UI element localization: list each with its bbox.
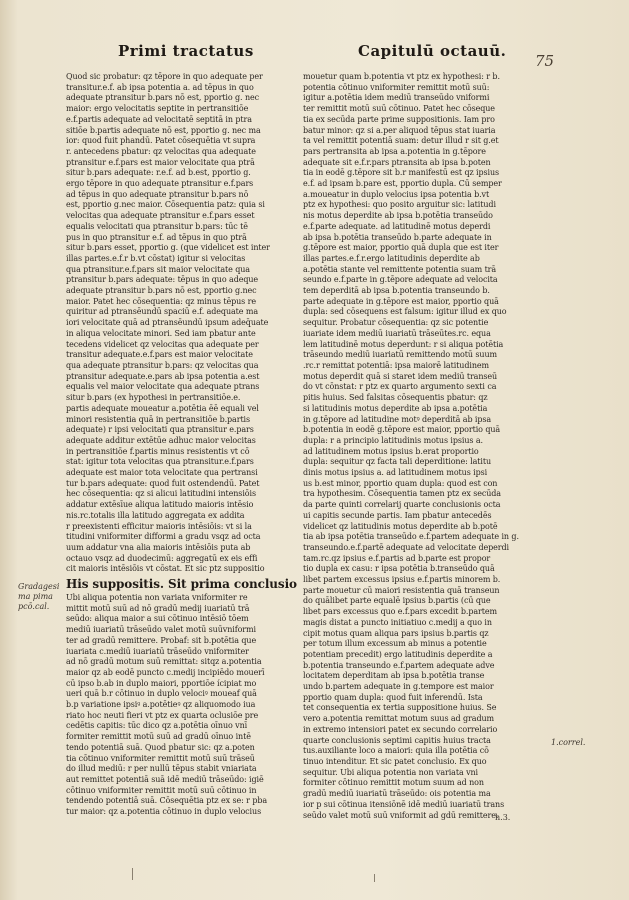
text-line: magis distat a puncto initiatiuo c.medij a quo in	[303, 617, 492, 627]
text-line: quiritur ad ptransēundū spaciū e.f. adequate ma	[66, 307, 259, 317]
text-line: adequate additur extētūe adhuc maior velocitas	[66, 435, 256, 445]
text-line: iuariata c.mediū iuariatū trāseūdo vniformiter	[66, 646, 249, 656]
text-line: motus deperdit quā si staret idem mediū transeū	[303, 371, 498, 381]
text-line: octauo vsqz ad duodecimū: aggregatū ex eis effi	[66, 553, 258, 563]
text-line: do quālibet parte equalē ipsius b.partis (cū que	[303, 596, 491, 606]
text-line: tra hypothesim. Cōsequentia tamen ptz ex secūda	[303, 489, 501, 499]
text-line: ad tēpus in quo adequate ptransitur b.pars nō	[66, 189, 249, 199]
text-line: riato hoc neuti fieri vt ptz ex quarta oclusiōe pre	[66, 710, 259, 720]
text-line: r. antecedens pbatur: qz velocitas qua adequate	[66, 146, 256, 156]
text-line: si latitudinis motus deperdite ab ipsa a.potētia	[303, 403, 488, 413]
text-line: gradū mediū iuariatū trāseūdo: ois potentia ma	[303, 789, 491, 799]
text-line: sequitur. Probatur cōsequentia: qz sic potentie	[303, 318, 489, 328]
text-line: ad nō gradū motum suū remittat: sitqz a.potentia	[66, 657, 262, 667]
catchword: h.3.	[495, 813, 511, 822]
text-line: equalis velocitati qua ptransitur b.pars: tūc tē	[66, 221, 248, 231]
text-line: b.p variatione ipsiꝰ a.potētieꝰ qz aliquomodo iua	[66, 700, 256, 710]
text-line: mouetur quam b.potentia vt ptz ex hypothesi: r b.	[303, 72, 500, 81]
text-line: minori resistentia quā in pertransitiōe b.partis	[66, 414, 251, 424]
text-line: dinis motus ipsius a. ad latitudinem motus ipsi	[303, 468, 488, 478]
text-line: tam.rc.qz ipsius e.f.partis ad b.parte est propor	[303, 553, 491, 563]
section-heading: His suppositis. Sit prima conclusio	[66, 577, 297, 592]
text-line: tinuo intenditur. Et sic patet conclusio. Ex quo	[303, 757, 487, 766]
text-line: vero a.potentia remittat motum suus ad gradum	[303, 714, 495, 724]
left-margin-note: Gradagesi ma pima pcō.cal.	[18, 582, 60, 611]
text-line: tem deperditā ab ipsa b.potentia transeundo b.	[303, 286, 490, 296]
text-line: potentiam precedit) ergo latitudinis deperdite a	[303, 649, 493, 659]
text-line: in pertransitiōe f.partis minus resistentis vt cō	[66, 446, 250, 456]
text-line: da parte quinti correlarij quarte conclusionis octa	[303, 500, 501, 510]
text-line: lem latitudinē motus deperdunt: r si aliqua potētia	[303, 339, 504, 349]
text-line: nis.rc.totalis illa latitudo aggregata ex addita	[66, 510, 245, 520]
text-line: stat: igitur tota velocitas qua ptransitur.e.f.pars	[66, 457, 254, 467]
text-line: aut remittet potentiā suā idē mediū trāseūdo: igiē	[66, 775, 264, 784]
text-line: mediū iuariatū trāseūdo valet motū suūvniformi	[66, 625, 256, 635]
text-line: igitur a.potētia idem mediū transeūdo vniformi	[303, 93, 490, 103]
text-line: equalis vel maior velocitate qua adequate ptrans	[66, 382, 260, 392]
text-line: tendo potentiā suā. Quod pbatur sic: qz a.poten	[66, 742, 255, 752]
pencil-mark	[132, 868, 133, 880]
text-line: tendendo potentiā suā. Cōsequētia ptz ex se: r pba	[66, 796, 268, 806]
text-line: pitis huius. Sed falsitas cōsequentis pbatur: qz	[303, 393, 488, 403]
right-text-column	[303, 72, 543, 821]
text-line: mittit motū suū ad nō gradū medij iuariatū trā	[66, 603, 250, 613]
text-line: situr b.pars adequate: r.e.f. ad b.est, pportio g.	[66, 168, 251, 178]
text-line: tecedens videlicet qz velocitas qua adequate per	[66, 339, 259, 349]
text-line: situr b.pars (ex hypothesi in pertransitiōe.e.	[66, 393, 241, 403]
text-line: qua ptransitur.e.f.pars sit maior velocitate qua	[66, 264, 250, 274]
text-line: a.potētia stante vel remittente potentia suam trā	[303, 264, 497, 274]
text-line: tia in eodē g.tēpore sit b.r manifestū est qz ipsius	[303, 168, 500, 178]
text-line: qua adequate ptransitur b.pars: qz velocitas qua	[66, 360, 259, 370]
text-line: us b.est minor, pportio quam dupla: quod est con	[303, 478, 498, 488]
text-line: in aliqua velocitate minori. Sed iam pbatur ante	[66, 328, 256, 338]
text-line: pportio quam dupla: quod fuit inferendū. Ista	[303, 692, 483, 702]
text-line: r preexistenti efficitur maioris intēsiōis: vt si la	[66, 521, 252, 531]
text-line: tur maior: qz a.potentia cōtinuo in duplo velocius	[66, 807, 262, 817]
text-line: batur minor: qz si a.per aliquod tēpus stat iuaria	[303, 125, 496, 135]
left-text-column	[66, 72, 306, 818]
text-line: ter remittit motū suū cōtinuo. Patet hec cōseque	[303, 104, 495, 114]
text-line: tia cōtinuo vniformiter remittit motū suū trāseū	[66, 753, 255, 763]
text-line: tur b.pars adequate: quod fuit ostendendū. Patet	[66, 478, 260, 488]
text-line: adequate est maior tota velocitate qua pertransi	[66, 468, 258, 478]
text-line: a.moueatur in duplo velocius ipsa potentia b.vt	[303, 189, 490, 199]
text-line: transitur adequate.e.f.pars est maior velocitate	[66, 350, 253, 360]
text-line: tia ex secūda parte prime suppositionis. Iam pro	[303, 114, 495, 124]
text-line: cedētis capitis: tūc dico qz a.potētia oīnuo vnī	[66, 721, 248, 731]
text-line: addatur extēsīue aliqua latitudo maioris intēsio	[66, 500, 254, 510]
text-line: e.f.parte adequate. ad latitudinē motus deperdi	[303, 221, 491, 231]
text-line: seūdo valet motū suū vniformit ad gdū remittere.	[303, 810, 499, 820]
text-line: dupla: sequitur qz facta tali deperditione: latitu	[303, 457, 492, 467]
text-line: Ubi aliqua potentia non variata vniformiter re	[66, 593, 248, 603]
running-head-right: Capitulū octauū.	[358, 42, 507, 60]
folio-number: 75	[535, 52, 555, 70]
text-line: in extremo intensiori patet ex secundo correlario	[303, 724, 498, 734]
text-line: potentia cōtinuo vniformiter remittit motū suū:	[303, 82, 490, 92]
right-margin-note: 1.correl.	[551, 738, 586, 747]
text-line: illas partes.e.f.r b.vt cōstat) igitur si velocitas	[66, 253, 246, 263]
text-line: adequate ptransitur b.pars nō est, pportio g.nec	[66, 286, 257, 296]
text-line: quarte conclusionis septimi capitis huius tracta	[303, 735, 491, 745]
text-line: dupla: sed cōsequens est falsum: igitur illud ex quo	[303, 307, 507, 317]
text-line: titudini vniformiter difformi a gradu vsqz ad octa	[66, 532, 261, 542]
text-line: ior p sui cōtinua itensiōnē idē mediū iuariatū trans	[303, 799, 505, 809]
text-line: undo b.partem adequate in g.tempore est maior	[303, 682, 494, 692]
text-line: ui capitis secunde partis. Iam pbatur antecedēs	[303, 510, 492, 520]
text-line: in g.tēpore ad latitudine motꝰ deperditā ab ipsa	[303, 414, 492, 424]
text-line: maior. Patet hec cōsequentia: qz minus tēpus re	[66, 296, 256, 306]
text-line: .rc.r remittat potentiā: ipsa maiorē latitudinem	[303, 360, 489, 370]
text-line: ior: quod fuit phandū. Patet cōsequētia vt supra	[66, 136, 256, 146]
text-line: tio dupla ex casu: r ipsa potētia b.transeūdo quā	[303, 564, 495, 574]
text-line: cōtinuo vniformiter remittit motū suū cōtinuo in	[66, 785, 257, 795]
text-line: formiter remittit motū suū ad gradū oīnuo intē	[66, 732, 251, 742]
text-line: pars pertransita ab ipsa a.potentia in g.tēpore	[303, 146, 486, 156]
text-line: formiter cōtinuo remittit motum suum ad non	[303, 778, 484, 788]
text-line: iuariate idem mediū iuariatū trāseūtes.rc. equa	[303, 328, 491, 338]
text-line: ad latitudinem motus ipsius b.erat proportio	[303, 446, 479, 456]
text-line: locitatem deperditam ab ipsa b.potētia transe	[303, 671, 485, 681]
text-line: libet pars excessus quo e.f.pars excedit b.partem	[303, 607, 497, 617]
text-line: e.f. ad ipsam b.pare est, pportio dupla. Cū semper	[303, 179, 502, 189]
text-line: e.f.partis adequate ad velocitatē septitā in ptra	[66, 114, 252, 124]
text-line: trāseundo mediū iuariatū remittendo motū suum	[303, 350, 497, 360]
text-line: tus.auxiliante loco a maiori: quia illa potētia cō	[303, 746, 489, 756]
text-line: ergo tēpore in quo adequate ptransitur e.f.pars	[66, 179, 254, 189]
text-line: ta vel remittit potentiā suam: detur illud r sit g.et	[303, 136, 499, 146]
text-line: parte adequate in g.tēpore est maior, pportio quā	[303, 296, 499, 306]
text-line: do vt cōnstat: r ptz ex quarto argumento sexti ca	[303, 382, 497, 392]
text-line: Quod sic probatur: qz tēpore in quo adequate per	[66, 72, 263, 81]
text-line: ptransitur adequate.e.pars ab ipsa potentia a.est	[66, 371, 260, 381]
text-line: partis adequate moueatur a.potētia ēē equali vel	[66, 403, 259, 413]
text-line: ab ipsa b.potētia transeūdo b.parte adequate in	[303, 232, 492, 242]
text-line: dupla: r a principio latitudinis motus ipsius a.	[303, 435, 483, 445]
text-line: ptz ex hypothesi: quo posito arguitur sic: latitudi	[303, 200, 496, 210]
text-line: cipit motus quam aliqua pars ipsius b.partis qz	[303, 628, 489, 638]
text-line: ter ad gradū remittere. Probaf: sit b.potētia que	[66, 635, 257, 645]
text-line: velocitas qua adequate ptransitur e.f.pars esset	[66, 211, 255, 221]
text-line: b.potentia in eodē g.tēpore est maior, pportio quā	[303, 425, 501, 435]
text-line: ueri quā b.r cōtinuo in duplo velociꝰ moueaf quā	[66, 689, 257, 699]
text-line: adequate sit e.f.r.pars ptransita ab ipsa b.poten	[303, 157, 491, 167]
text-line: parte mouetur cū maiori resistentia quā transeun	[303, 585, 500, 595]
text-line: videlicet qz latitudinis motus deperdite ab b.potē	[303, 521, 498, 531]
text-line: adequate ptransitur b.pars nō est, pportio g. nec	[66, 93, 260, 103]
text-line: do illud mediū: r per nullū tēpus stabit vniariata	[66, 764, 257, 774]
text-line: seūdo: aliqua maior a sui cōtinuo intēsiō tōem	[66, 614, 249, 624]
text-line: libet partem excessus ipsius e.f.partis minorem b.	[303, 575, 501, 585]
text-line: sequitur. Ubi aliqua potentia non variata vni	[303, 767, 478, 777]
text-line: nis motus deperdite ab ipsa b.potētia transeūdo	[303, 211, 493, 221]
text-line: per totum illum excessum ab minus a potentie	[303, 639, 487, 649]
text-line: cū ipso b.ab in duplo maiori, pportiōe ícipiat mo	[66, 678, 257, 688]
text-line: transitur.e.f. ab ipsa potentia a. ad tēpus in quo	[66, 82, 254, 92]
text-line: illas partes.e.f.r.ergo latitudinis deperdite ab	[303, 253, 480, 263]
text-line: transeundo.e.f.partē adequate ad velocitate deperdi	[303, 542, 510, 552]
text-line: seundo e.f.parte in g.tēpore adequate ad velocita	[303, 275, 498, 285]
text-line: ptransitur e.f.pars est maior velocitate qua ptrā	[66, 157, 255, 167]
text-line: hec cōsequentia: qz si alicui latitudini intensiōis	[66, 489, 256, 499]
text-line: tia ab ipsa potētia transeūdo e.f.partem adequate in g.	[303, 532, 519, 542]
text-line: uum addatur vna alia maioris intēsiōis puta ab	[66, 542, 251, 552]
text-line: cit maioris intēsiōis vt cōstat. Et sic ptz suppositio	[66, 564, 265, 574]
text-line: est, pportio g.nec maior. Cōsequentia patz: quia si	[66, 200, 265, 210]
text-line: adequate) r ipsi velocitati qua ptransitur e.pars	[66, 425, 254, 435]
text-line: tet consequentia ex tertia suppositione huius. Se	[303, 703, 497, 713]
pencil-mark	[374, 874, 375, 882]
text-line: b.potentia transeundo e.f.partem adequate adve	[303, 660, 495, 670]
text-line: maior qz ab eodē puncto c.medij incipiēdo mouerī	[66, 667, 265, 677]
text-line: maior: ergo velocitatis septite in pertransitiōe	[66, 104, 249, 114]
text-line: iori velocitate quā ad ptransēundū ipsum adeq̄uate	[66, 318, 269, 328]
text-line: ptransitur b.pars adequate: tēpus in quo adeque	[66, 275, 259, 285]
text-line: situr b.pars esset, pportio g. (que videlicet est inter	[66, 243, 270, 253]
text-line: pus in quo ptransitur e.f. ad tēpus in quo ptrā	[66, 232, 247, 242]
running-head-left: Primi tractatus	[118, 42, 254, 60]
text-line: sitiōe b.partis adequate nō est, pportio g. nec ma	[66, 125, 261, 135]
text-line: g.tēpore est maior, pportio quā dupla que est iter	[303, 243, 499, 253]
